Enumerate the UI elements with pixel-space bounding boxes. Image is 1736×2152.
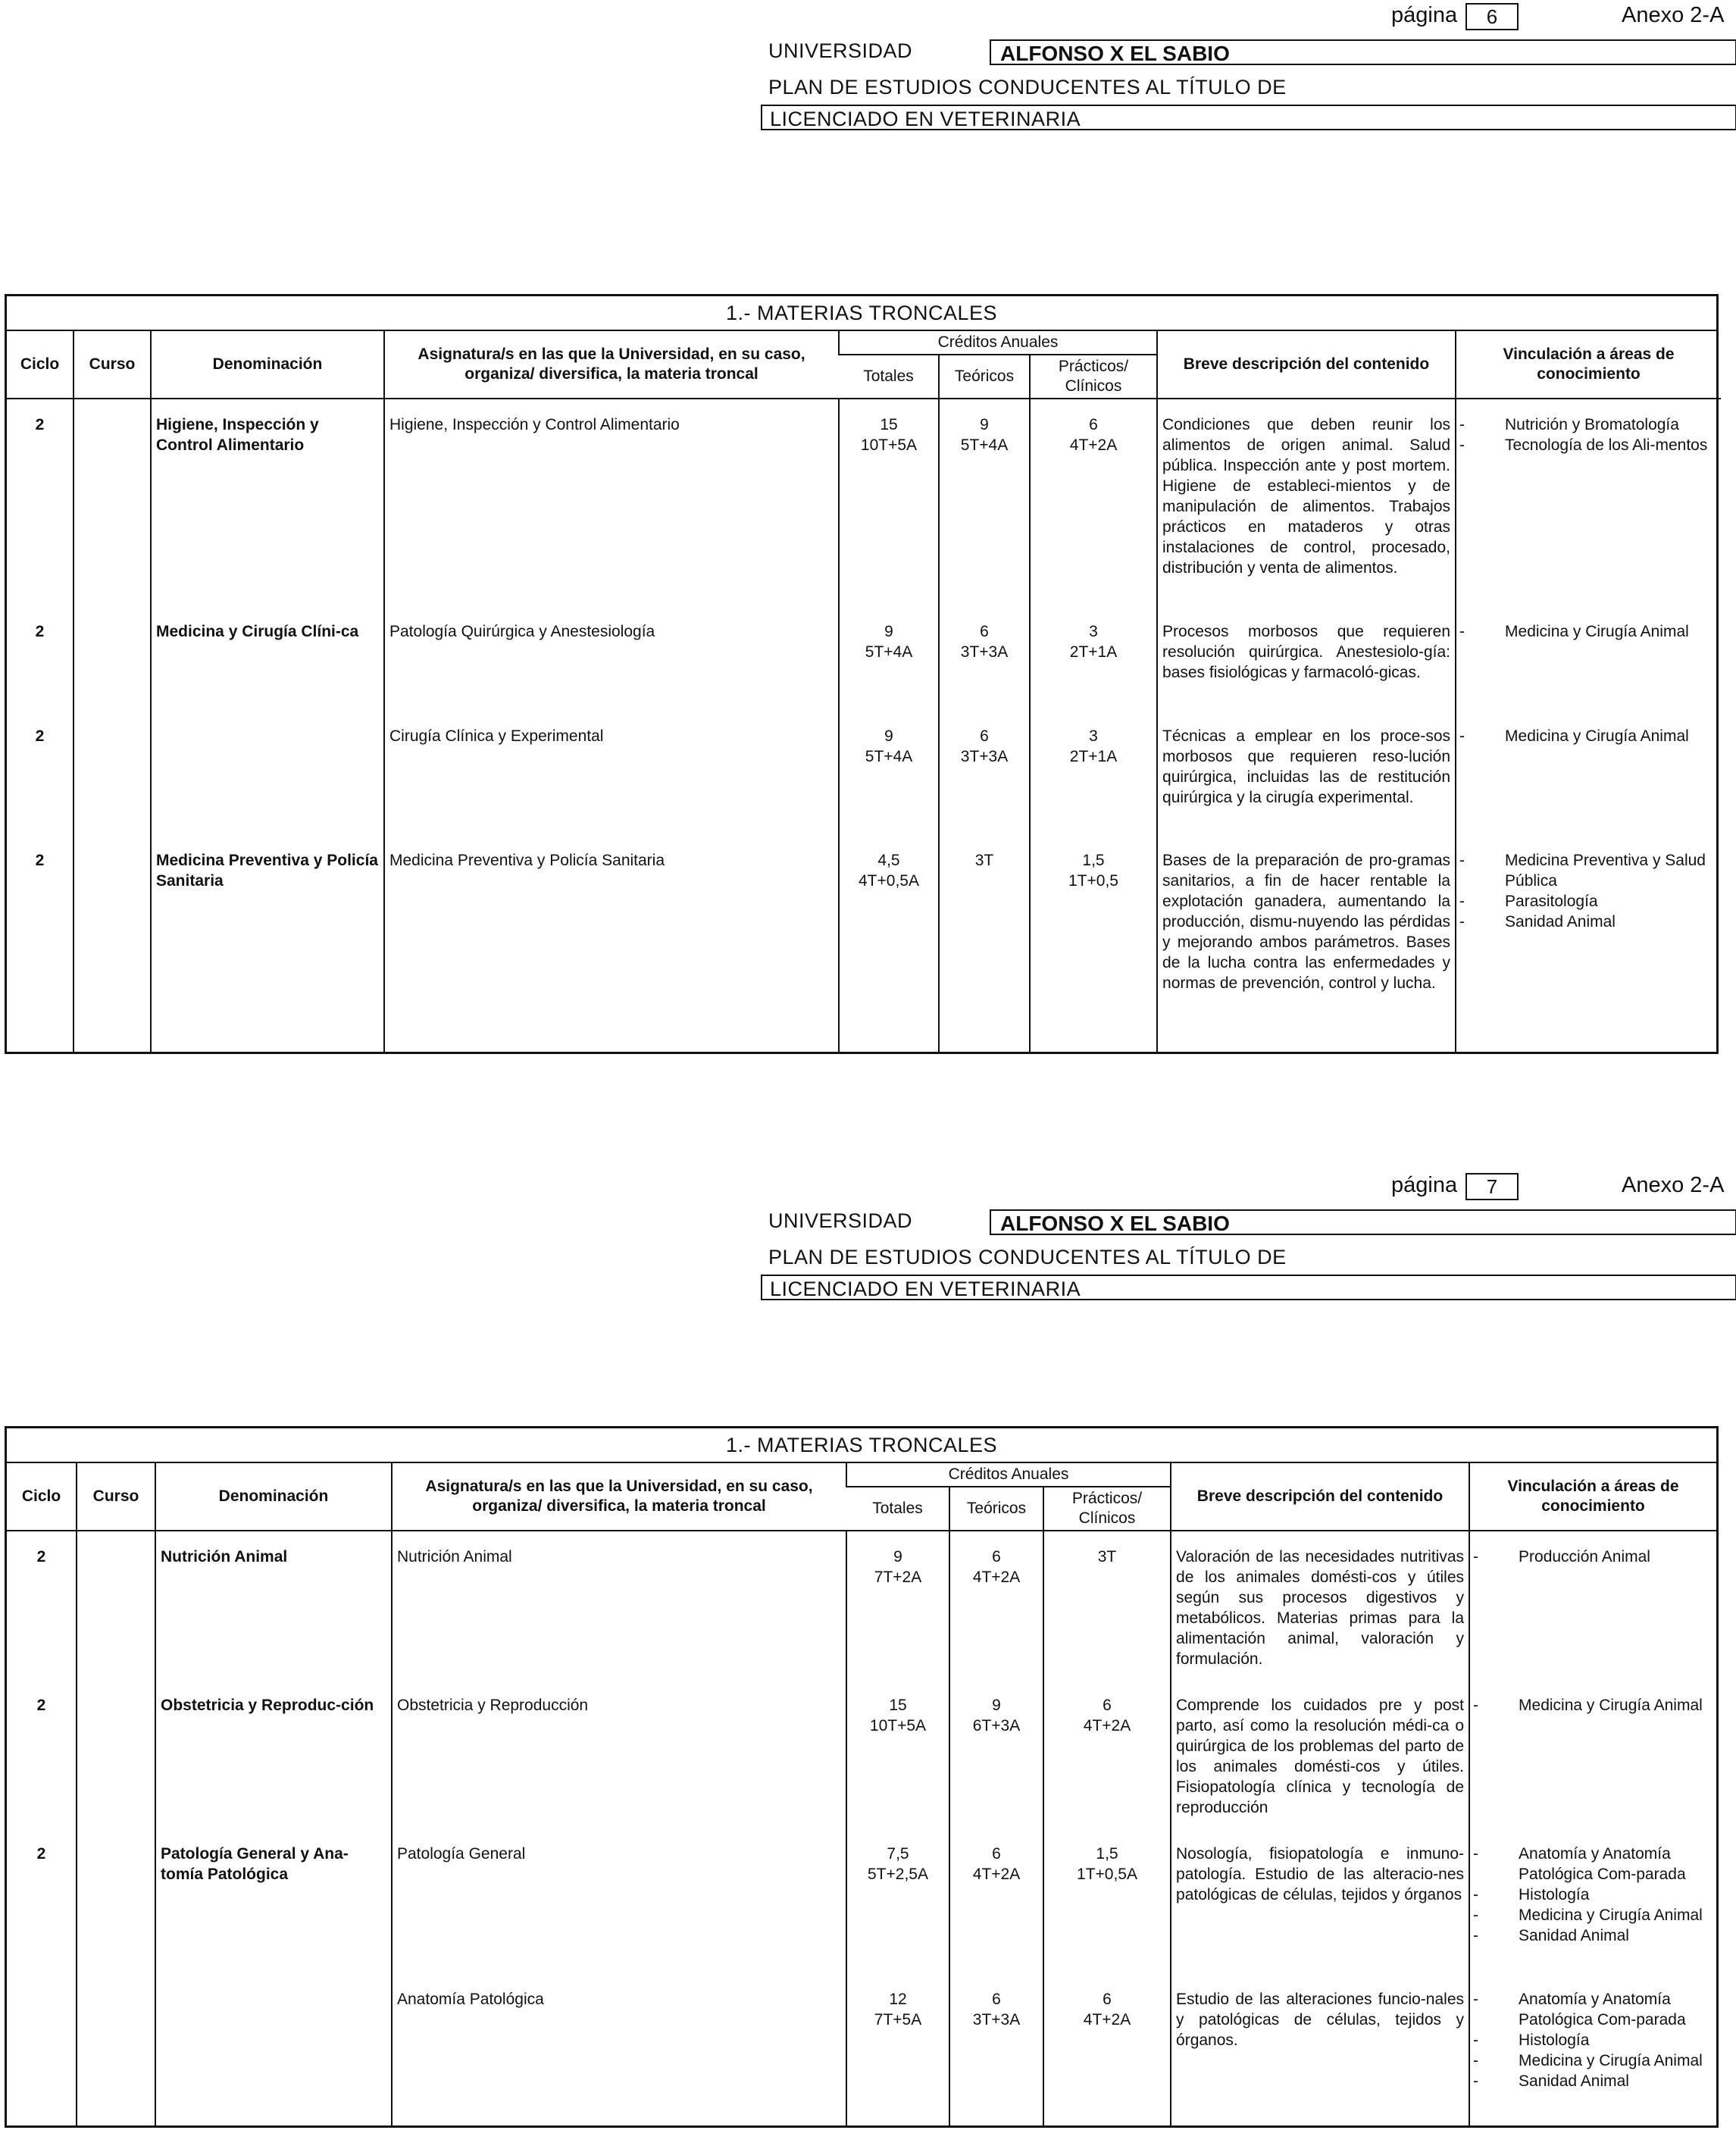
- list-item: - Medicina Preventiva y Salud Pública: [1459, 850, 1716, 891]
- header-ciclo: Ciclo: [7, 1463, 77, 1531]
- cell-curso: [77, 1680, 155, 1828]
- cell-curso: [77, 1828, 155, 1974]
- page-6-header: [0, 0, 1736, 136]
- cell-totales: 12 7T+5A: [846, 1974, 949, 2125]
- cell-asignatura: Nutrición Animal: [392, 1531, 846, 1680]
- cell-ciclo: 2: [36, 1697, 46, 1714]
- cell-asignatura: Anatomía Patológica: [392, 1974, 846, 2125]
- cell-curso: [74, 835, 151, 1052]
- header-creditos: Créditos Anuales: [839, 331, 1157, 355]
- materias-table-page-7: [5, 1426, 1719, 2128]
- table-row: [7, 399, 1721, 606]
- table-row: [7, 835, 1721, 1052]
- cell-totales: 15 10T+5A: [839, 399, 939, 606]
- cell-teoricos: 9 6T+3A: [949, 1680, 1043, 1828]
- pagina-label: página: [1391, 1173, 1458, 1197]
- list-item: - Medicina y Cirugía Animal: [1459, 726, 1716, 746]
- anexo-label: Anexo 2-A: [1622, 1173, 1725, 1197]
- cell-teoricos: 6 3T+3A: [939, 606, 1030, 711]
- cell-curso: [74, 399, 151, 606]
- cell-teoricos: 6 4T+2A: [949, 1828, 1043, 1974]
- table-row: [7, 711, 1721, 835]
- universidad-name: ALFONSO X EL SABIO: [990, 39, 1736, 65]
- cell-totales: 9 7T+2A: [846, 1531, 949, 1680]
- universidad-label: UNIVERSIDAD: [768, 1209, 913, 1232]
- cell-curso: [74, 711, 151, 835]
- cell-curso: [77, 1974, 155, 2125]
- cell-practicos: 6 4T+2A: [1043, 1680, 1171, 1828]
- cell-denominacion: Medicina y Cirugía Clíni-ca: [151, 606, 384, 711]
- list-item: - Nutrición y Bromatología: [1459, 414, 1716, 435]
- list-item: - Histología: [1473, 1885, 1712, 1905]
- cell-totales: 4,5 4T+0,5A: [839, 835, 939, 1052]
- cell-descripcion: Condiciones que deben reunir los alimentos de origen animal. Salud pública. Inspección ante y post mortem. Higiene de estableci-mientos y de manipulación de alimentos. Trabajos prácticos en mataderos y otras instalaciones de control, procesado, distribución y venta de alimentos.: [1157, 399, 1456, 606]
- cell-totales: 7,5 5T+2,5A: [846, 1828, 949, 1974]
- cell-ciclo: 2: [35, 852, 45, 869]
- table-row: [7, 606, 1721, 711]
- header-creditos: Créditos Anuales: [846, 1463, 1171, 1487]
- pagina-number: 6: [1465, 3, 1519, 30]
- cell-descripcion: Procesos morbosos que requieren resolución quirúrgica. Anestesiolo-gía: bases fisiológicas y farmacoló-gicas.: [1157, 606, 1456, 711]
- cell-vinculacion: [1469, 1531, 1716, 1680]
- cell-teoricos: 6 4T+2A: [949, 1531, 1043, 1680]
- cell-ciclo: 2: [35, 623, 45, 640]
- table-row: [7, 1974, 1716, 2125]
- cell-ciclo: [7, 1974, 77, 2125]
- cell-vinculacion: [1469, 1828, 1716, 1974]
- cell-practicos: 6 4T+2A: [1030, 399, 1157, 606]
- list-item: - Tecnología de los Ali-mentos: [1459, 435, 1716, 455]
- cell-totales: 15 10T+5A: [846, 1680, 949, 1828]
- titulo-name: LICENCIADO EN VETERINARIA: [761, 1275, 1736, 1300]
- list-item: - Anatomía y Anatomía Patológica Com-parada: [1473, 1989, 1712, 2030]
- cell-teoricos: 9 5T+4A: [939, 399, 1030, 606]
- plan-label: PLAN DE ESTUDIOS CONDUCENTES AL TÍTULO DE: [768, 76, 1287, 99]
- cell-practicos: 1,5 1T+0,5A: [1043, 1828, 1171, 1974]
- cell-ciclo: 2: [36, 1548, 46, 1566]
- list-item: - Anatomía y Anatomía Patológica Com-parada: [1473, 1844, 1712, 1885]
- cell-vinculacion: [1456, 606, 1721, 711]
- header-vinculacion: Vinculación a áreas de conocimiento: [1469, 1463, 1716, 1531]
- cell-asignatura: Patología General: [392, 1828, 846, 1974]
- header-denominacion: Denominación: [155, 1463, 392, 1531]
- cell-denominacion: Patología General y Ana-tomía Patológica: [155, 1828, 392, 1974]
- header-curso: Curso: [77, 1463, 155, 1531]
- header-descripcion: Breve descripción del contenido: [1171, 1463, 1469, 1531]
- table-row: [7, 1531, 1716, 1680]
- cell-asignatura: Cirugía Clínica y Experimental: [384, 711, 839, 835]
- cell-denominacion: Medicina Preventiva y Policía Sanitaria: [151, 835, 384, 1052]
- header-practicos: Prácticos/ Clínicos: [1030, 355, 1157, 399]
- header-asignaturas: Asignatura/s en las que la Universidad, en su caso, organiza/ diversifica, la materia troncal: [392, 1463, 846, 1531]
- cell-descripcion: Comprende los cuidados pre y post parto, así como la resolución médi-ca o quirúrgica de los problemas del parto de los animales domésti-cos y útiles. Fisiopatología clínica y tecnología de reproducción: [1171, 1680, 1469, 1828]
- header-vinculacion: Vinculación a áreas de conocimiento: [1456, 331, 1721, 399]
- cell-curso: [74, 606, 151, 711]
- cell-vinculacion: [1469, 1680, 1716, 1828]
- list-item: - Medicina y Cirugía Animal: [1473, 1695, 1712, 1716]
- list-item: - Sanidad Animal: [1459, 912, 1716, 932]
- list-item: - Histología: [1473, 2030, 1712, 2050]
- cell-ciclo: 2: [36, 1845, 46, 1863]
- cell-practicos: 1,5 1T+0,5: [1030, 835, 1157, 1052]
- cell-denominacion: [155, 1974, 392, 2125]
- cell-totales: 9 5T+4A: [839, 606, 939, 711]
- cell-teoricos: 6 3T+3A: [939, 711, 1030, 835]
- cell-asignatura: Obstetricia y Reproducción: [392, 1680, 846, 1828]
- cell-denominacion: Higiene, Inspección y Control Alimentario: [151, 399, 384, 606]
- header-totales: Totales: [846, 1487, 949, 1531]
- table-title: 1.- MATERIAS TRONCALES: [7, 1428, 1716, 1463]
- cell-asignatura: Higiene, Inspección y Control Alimentario: [384, 399, 839, 606]
- cell-practicos: 6 4T+2A: [1043, 1974, 1171, 2125]
- plan-label: PLAN DE ESTUDIOS CONDUCENTES AL TÍTULO DE: [768, 1246, 1287, 1268]
- cell-curso: [77, 1531, 155, 1680]
- cell-totales: 9 5T+4A: [839, 711, 939, 835]
- pagina-number: 7: [1465, 1173, 1519, 1200]
- table-row: [7, 1828, 1716, 1974]
- cell-ciclo: 2: [35, 416, 45, 433]
- header-ciclo: Ciclo: [7, 331, 74, 399]
- cell-denominacion: [151, 711, 384, 835]
- list-item: - Producción Animal: [1473, 1547, 1712, 1567]
- materias-table-page-6: [5, 294, 1719, 1054]
- list-item: - Medicina y Cirugía Animal: [1473, 1905, 1712, 1925]
- header-denominacion: Denominación: [151, 331, 384, 399]
- header-teoricos: Teóricos: [949, 1487, 1043, 1531]
- titulo-name: LICENCIADO EN VETERINARIA: [761, 105, 1736, 130]
- list-item: - Medicina y Cirugía Animal: [1473, 2050, 1712, 2071]
- cell-descripcion: Valoración de las necesidades nutritivas de los animales domésti-cos y útiles según sus procesos digestivos y metabólicos. Materias primas para la alimentación animal, valoración y formulación.: [1171, 1531, 1469, 1680]
- list-item: - Sanidad Animal: [1473, 1925, 1712, 1946]
- anexo-label: Anexo 2-A: [1622, 3, 1725, 27]
- table-row: [7, 1680, 1716, 1828]
- list-item: - Medicina y Cirugía Animal: [1459, 621, 1716, 642]
- header-practicos: Prácticos/ Clínicos: [1043, 1487, 1171, 1531]
- cell-practicos: 3 2T+1A: [1030, 711, 1157, 835]
- materias-table: [7, 1463, 1716, 2125]
- cell-denominacion: Nutrición Animal: [155, 1531, 392, 1680]
- cell-asignatura: Patología Quirúrgica y Anestesiología: [384, 606, 839, 711]
- cell-teoricos: 6 3T+3A: [949, 1974, 1043, 2125]
- list-item: - Parasitología: [1459, 891, 1716, 912]
- pagina-label: página: [1391, 3, 1458, 27]
- cell-vinculacion: [1456, 835, 1721, 1052]
- universidad-name: ALFONSO X EL SABIO: [990, 1209, 1736, 1235]
- cell-descripcion: Bases de la preparación de pro-gramas sanitarios, a fin de hacer rentable la explotación ganadera, aumentando la producción, dismu-nuyendo las pérdidas y mejorando ambos parámetros. Bases de la lucha contra las enfermedades y normas de prevención, control y lucha.: [1157, 835, 1456, 1052]
- header-asignaturas: Asignatura/s en las que la Universidad, en su caso, organiza/ diversifica, la materia troncal: [384, 331, 839, 399]
- cell-ciclo: 2: [35, 727, 45, 745]
- cell-vinculacion: [1469, 1974, 1716, 2125]
- header-teoricos: Teóricos: [939, 355, 1030, 399]
- list-item: - Sanidad Animal: [1473, 2071, 1712, 2091]
- cell-practicos: 3 2T+1A: [1030, 606, 1157, 711]
- cell-vinculacion: [1456, 399, 1721, 606]
- cell-denominacion: Obstetricia y Reproduc-ción: [155, 1680, 392, 1828]
- header-totales: Totales: [839, 355, 939, 399]
- cell-teoricos: 3T: [939, 835, 1030, 1052]
- page-7-header: [0, 1170, 1736, 1306]
- cell-vinculacion: [1456, 711, 1721, 835]
- table-title: 1.- MATERIAS TRONCALES: [7, 296, 1716, 331]
- header-descripcion: Breve descripción del contenido: [1157, 331, 1456, 399]
- cell-descripcion: Técnicas a emplear en los proce-sos morbosos que requieren reso-lución quirúrgica, incluidas las de restitución quirúrgica y la cirugía experimental.: [1157, 711, 1456, 835]
- cell-asignatura: Medicina Preventiva y Policía Sanitaria: [384, 835, 839, 1052]
- header-curso: Curso: [74, 331, 151, 399]
- materias-table: [7, 331, 1721, 1052]
- cell-practicos: 3T: [1043, 1531, 1171, 1680]
- universidad-label: UNIVERSIDAD: [768, 39, 913, 62]
- cell-descripcion: Nosología, fisiopatología e inmuno-patología. Estudio de las alteracio-nes patológicas de células, tejidos y órganos: [1171, 1828, 1469, 1974]
- cell-descripcion: Estudio de las alteraciones funcio-nales y patológicas de células, tejidos y órganos.: [1171, 1974, 1469, 2125]
